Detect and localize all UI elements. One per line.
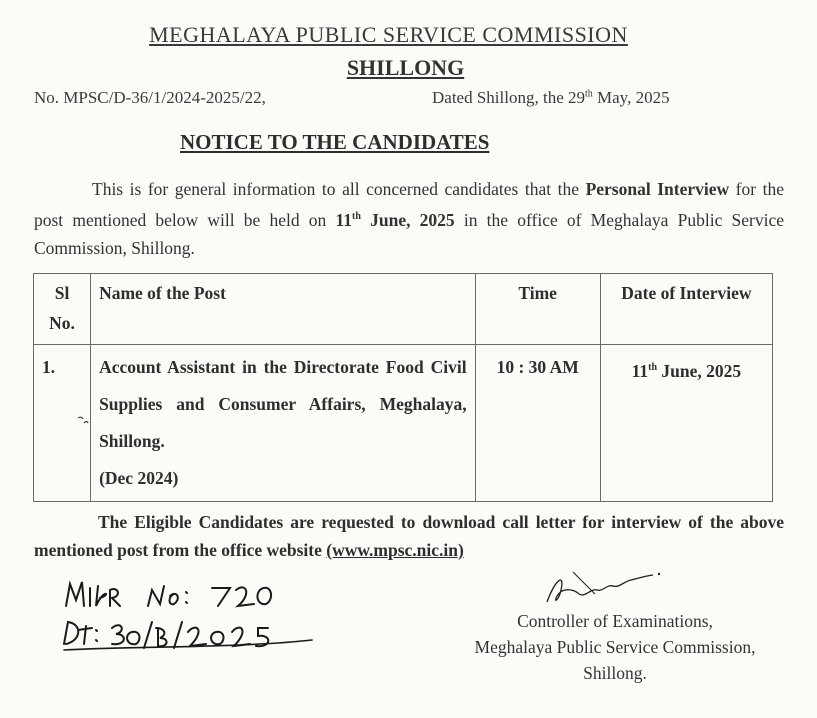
intro-date-rest: June, 2025 bbox=[360, 209, 455, 230]
notice-title: NOTICE TO THE CANDIDATES bbox=[180, 130, 490, 154]
interview-date-rest: June, 2025 bbox=[657, 360, 742, 381]
date-prefix: Dated Shillong, the 29 bbox=[432, 88, 585, 107]
interview-table bbox=[33, 273, 773, 502]
intro-date-sup: th bbox=[352, 211, 361, 222]
intro-date-day: 11 bbox=[335, 209, 353, 230]
website-link[interactable]: (www.mpsc.nic.in) bbox=[326, 540, 464, 560]
post-name: Account Assistant in the Directorate Food Civil Supplies and Consumer Affairs, Meghalaya, Shillong. bbox=[99, 357, 467, 451]
table-row bbox=[34, 345, 773, 502]
commission-city: SHILLONG bbox=[346, 55, 465, 80]
signatory-organisation: Meghalaya Public Service Commission, bbox=[474, 637, 756, 657]
interview-date-day: 11 bbox=[631, 360, 649, 381]
handwritten-note-icon bbox=[60, 576, 330, 656]
header-post-name: Name of the Post bbox=[91, 274, 476, 345]
cell-date bbox=[600, 345, 772, 502]
intro-part2: for the post mentioned below will be held on bbox=[34, 179, 784, 230]
header-date-of-interview: Date of Interview bbox=[600, 274, 772, 345]
stray-mark-icon bbox=[76, 415, 90, 427]
signature-icon bbox=[535, 560, 665, 610]
cell-sl: 1. bbox=[34, 345, 91, 502]
date-sup: th bbox=[584, 88, 593, 100]
intro-part1: This is for general information to all concerned candidates that the bbox=[92, 179, 586, 199]
cell-time: 10 : 30 AM bbox=[475, 345, 600, 502]
cell-post bbox=[91, 345, 476, 502]
signatory-title: Controller of Examinations, bbox=[517, 611, 713, 631]
table-header-row bbox=[34, 274, 773, 345]
signatory-place: Shillong. bbox=[583, 663, 647, 683]
interview-date-sup: th bbox=[648, 362, 658, 373]
eligible-candidates-note bbox=[34, 508, 784, 564]
date-suffix: May, 2025 bbox=[592, 88, 670, 107]
intro-bold-date bbox=[336, 210, 455, 230]
commission-name: MEGHALAYA PUBLIC SERVICE COMMISSION bbox=[149, 22, 628, 47]
signature-block bbox=[440, 608, 790, 686]
intro-part3: in the office of Meghalaya Public Service Commission, Shillong. bbox=[34, 209, 784, 258]
intro-bold-interview: Personal Interview bbox=[585, 179, 730, 199]
eligible-text: The Eligible Candidates are requested to download call letter for interview of the above mentioned post from the office website bbox=[34, 512, 784, 560]
intro-paragraph bbox=[34, 175, 784, 262]
notice-date bbox=[432, 88, 670, 108]
header-time: Time bbox=[475, 274, 600, 345]
header-sl-no: Sl No. bbox=[34, 274, 91, 345]
post-batch: (Dec 2024) bbox=[99, 468, 179, 488]
reference-number: No. MPSC/D-36/1/2024-2025/22, bbox=[34, 88, 266, 107]
